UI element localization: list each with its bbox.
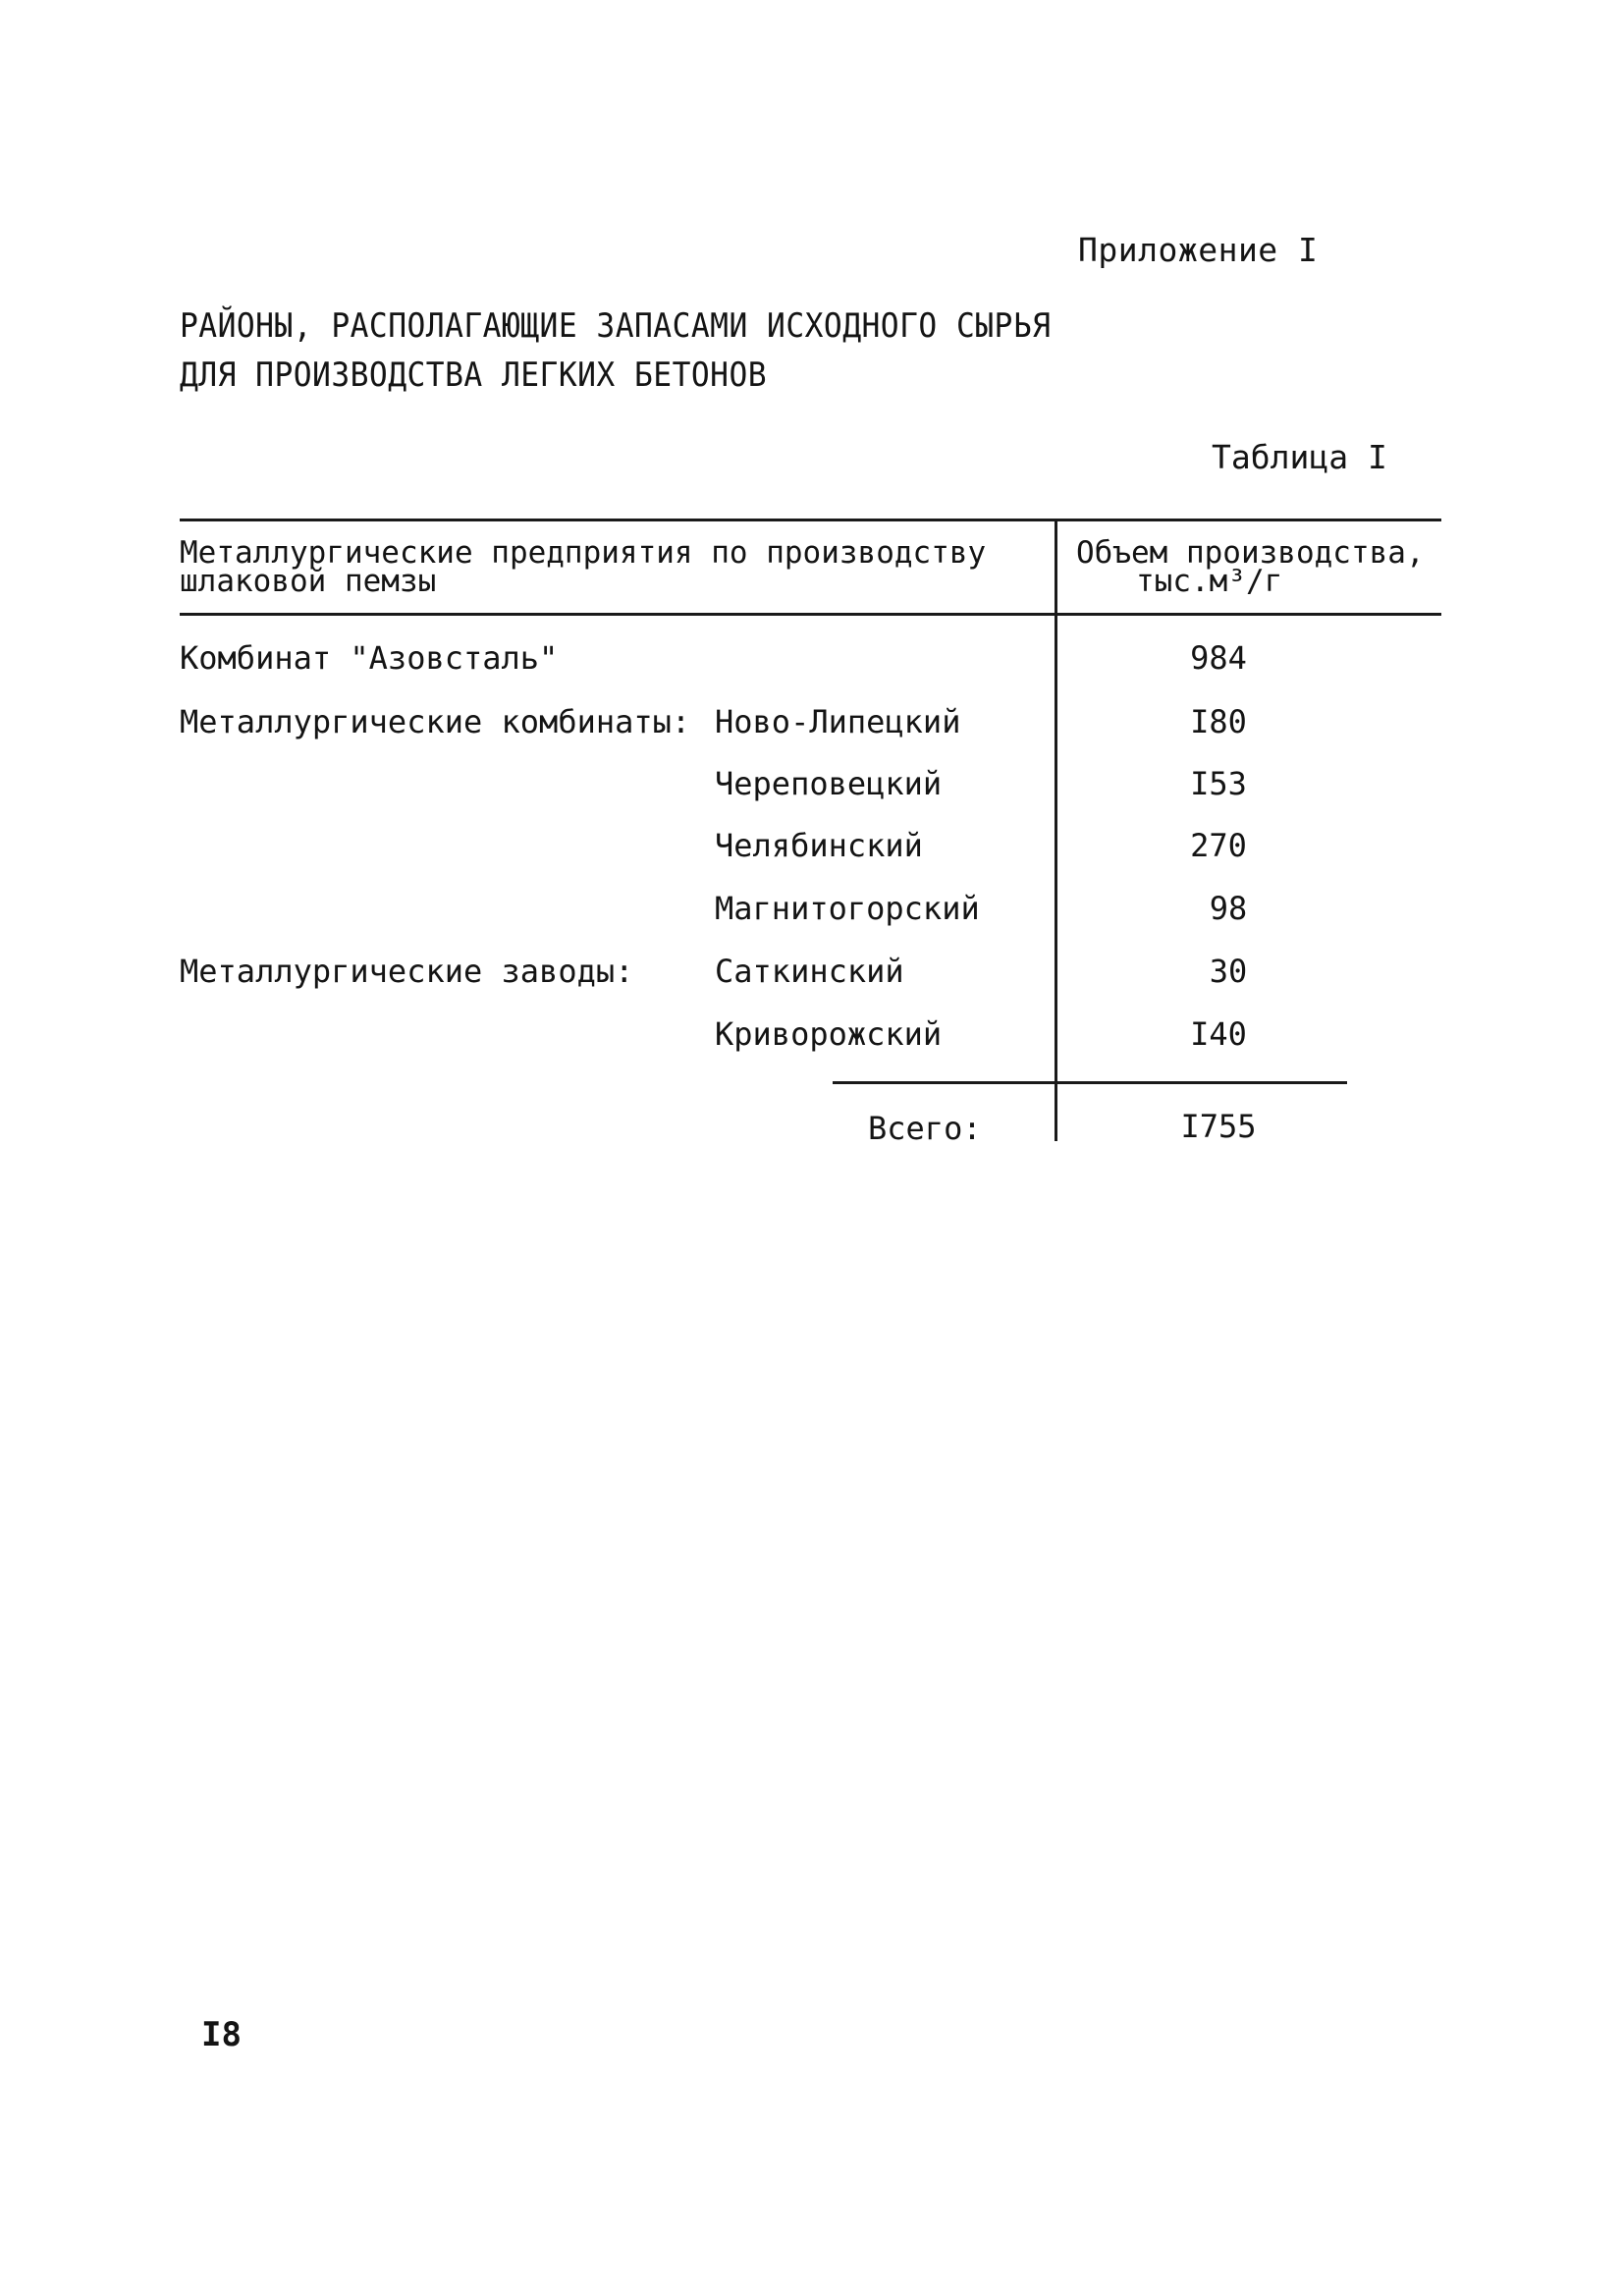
row-enterprise-name: Криворожский [715, 1015, 943, 1053]
header-col2-line1: Объем производства, [1076, 535, 1425, 571]
header-col1-line2: шлаковой пемзы [180, 564, 437, 599]
row-value: 30 [1209, 953, 1248, 990]
row-value: I40 [1190, 1015, 1247, 1053]
table-header-rule [180, 613, 1441, 616]
document-title-line-1: РАЙОНЫ, РАСПОЛАГАЮЩИЕ ЗАПАСАМИ ИСХОДНОГО СЫРЬЯ [180, 306, 1052, 346]
appendix-label: Приложение I [1078, 231, 1319, 269]
row-value: 98 [1209, 890, 1248, 927]
row-value: 270 [1190, 827, 1247, 864]
header-col1-line1: Металлургические предприятия по производству [180, 535, 987, 571]
row-value: 984 [1190, 639, 1247, 677]
row-group-label: Металлургические комбинаты: [180, 703, 691, 740]
total-label: Всего: [868, 1110, 982, 1147]
row-enterprise-name: Ново-Липецкий [715, 703, 961, 740]
row-enterprise-name: Магнитогорский [715, 890, 980, 927]
row-group-label: Металлургические заводы: [180, 953, 634, 990]
row-enterprise-name: Челябинский [715, 827, 923, 864]
row-enterprise-name: Саткинский [715, 953, 904, 990]
row-value: I53 [1190, 765, 1247, 802]
row-value: I80 [1190, 703, 1247, 740]
row-enterprise-name: Череповецкий [715, 765, 943, 802]
total-value: I755 [1180, 1108, 1257, 1145]
table-label: Таблица I [1212, 438, 1387, 476]
table-top-rule [180, 519, 1441, 521]
row-group-label: Комбинат "Азовсталь" [180, 639, 559, 677]
total-rule [833, 1081, 1347, 1084]
document-title-line-2: ДЛЯ ПРОИЗВОДСТВА ЛЕГКИХ БЕТОНОВ [180, 355, 768, 395]
header-col2-line2: тыс.м³/г [1136, 564, 1283, 599]
table-column-divider [1055, 519, 1057, 1141]
page-number: I8 [201, 2015, 242, 2054]
